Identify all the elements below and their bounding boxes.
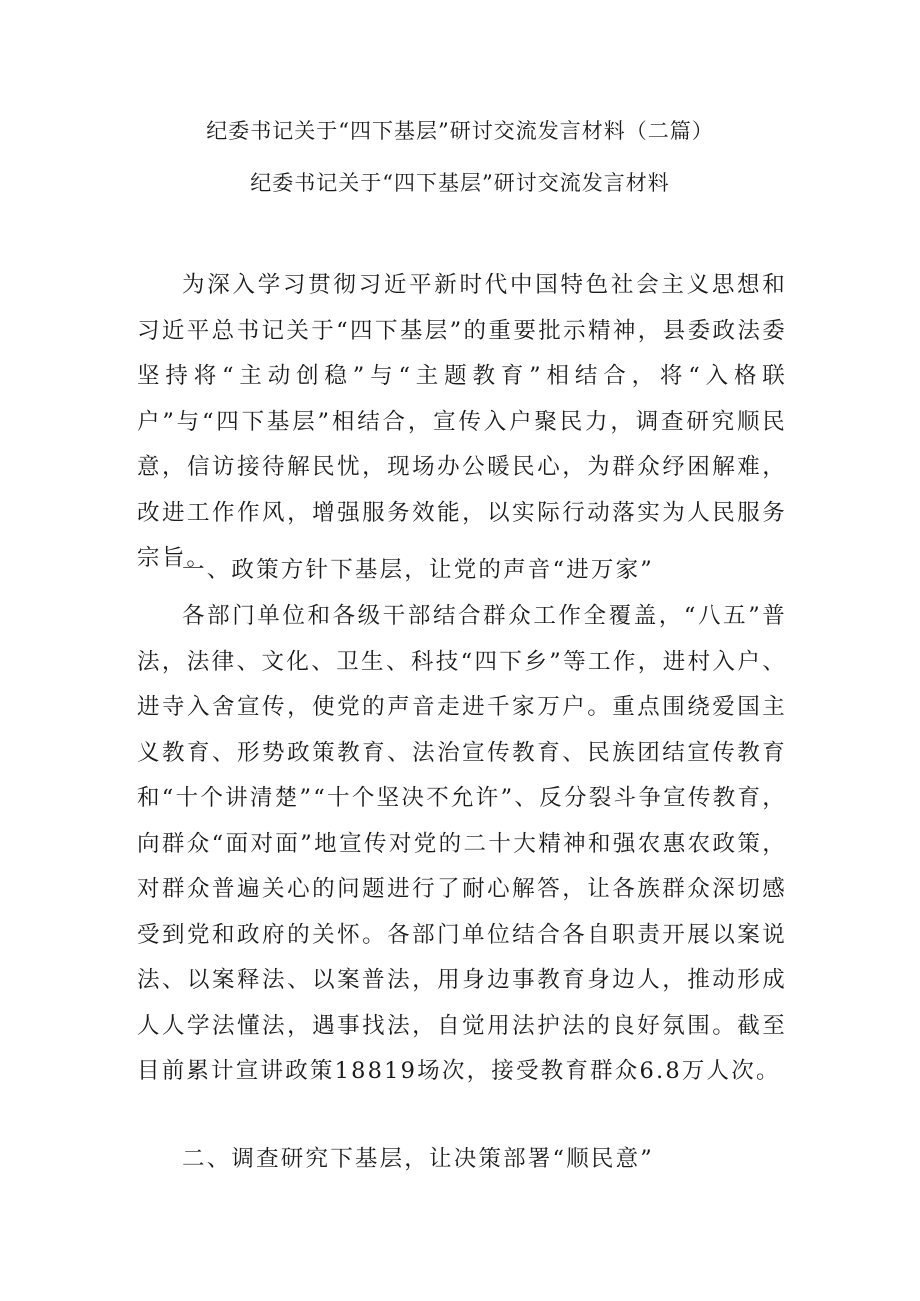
document-title: 纪委书记关于“四下基层”研讨交流发言材料（二篇）: [206, 119, 714, 143]
section-1-heading: 一、政策方针下基层，让党的声音“进万家”: [182, 557, 655, 583]
section-1-paragraph: 各部门单位和各级干部结合群众工作全覆盖，“八五”普法，法律、文化、卫生、科技“四下乡”等工作，进村入户、进寺入舍宣传，使党的声音走进千家万户。重点围绕爱国主义教育、形势政策教育、法治宣传教育、民族团结宣传教育和“十个讲清楚”“十个坚决不允许”、反分裂斗争宣传教育，向群众“面对面”地宣传对党的二十大精神和强农惠农政策，对群众普遍关心的问题进行了耐心解答，让各族群众深切感受到党和政府的关怀。各部门单位结合各自职责开展以案说法、以案释法、以案普法，用身边事教育身边人，推动形成人人学法懂法，遇事找法，自觉用法护法的良好氛围。截至目前累计宣讲政策18819场次，接受教育群众6.8万人次。: [137, 603, 787, 1084]
section-2-heading: 二、调查研究下基层，让决策部署“顺民意”: [182, 1146, 655, 1172]
document-subtitle: 纪委书记关于“四下基层”研讨交流发言材料: [250, 171, 670, 195]
intro-paragraph: 为深入学习贯彻习近平新时代中国特色社会主义思想和习近平总书记关于“四下基层”的重要批示精神，县委政法委坚持将“主动创稳”与“主题教育”相结合，将“入格联户”与“四下基层”相结合，宣传入户聚民力，调查研究顺民意，信访接待解民忧，现场办公暖民心，为群众纾困解难，改进工作作风，增强服务效能，以实际行动落实为人民服务宗旨。: [137, 272, 787, 571]
